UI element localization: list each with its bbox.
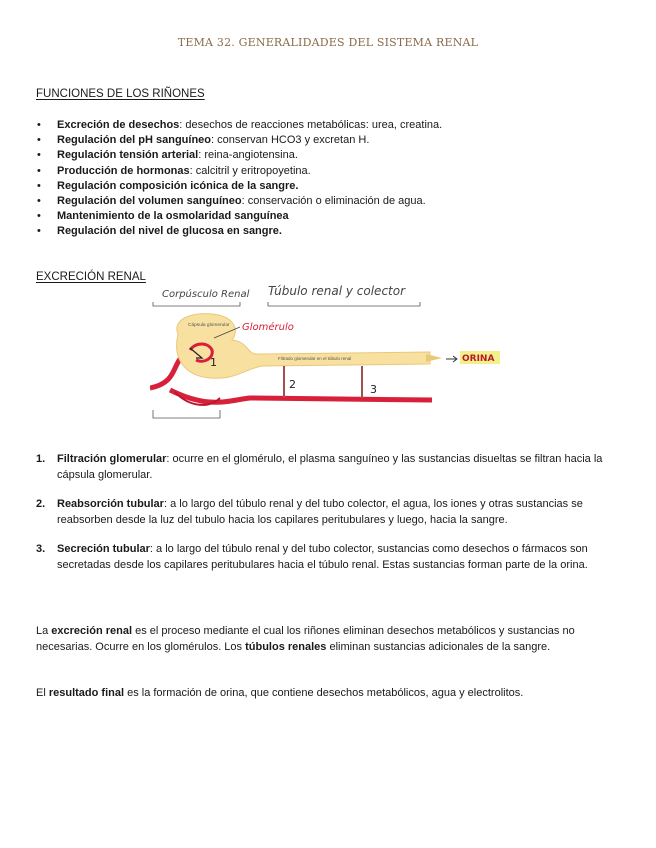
step1-number: 1	[210, 356, 217, 369]
peritubular-capillary	[170, 390, 432, 402]
step-bold: Reabsorción tubular	[57, 498, 164, 510]
item-bold: Regulación tensión arterial	[57, 149, 199, 162]
bold-text: túbulos renales	[245, 640, 327, 653]
step-text: : ocurre en el glomérulo, el plasma sanguíneo y las sustancias disueltas se filtran hacia la cápsula glomerular.	[57, 453, 603, 481]
item-text: : calcitril y eritropoyetina.	[189, 164, 311, 177]
bold-text: resultado final	[48, 687, 125, 699]
list-item	[36, 179, 616, 194]
nephron-diagram	[150, 280, 510, 430]
list-item	[36, 164, 616, 179]
text: es el proceso mediante el cual los riñones eliminan desechos metabólicos y sustancias no necesarias. Ocurre en los glomérulos. Los	[36, 625, 575, 653]
text: es la formación de orina, que contiene desechos metabólicos, agua y electrolitos.	[124, 687, 524, 699]
step-number: 1.	[36, 453, 46, 465]
list-item	[36, 497, 616, 528]
item-text: : conservación o eliminación de agua.	[241, 195, 426, 208]
item-bold: Regulación del nivel de glucosa en sangre.	[57, 225, 282, 238]
step-bold: Filtración glomerular	[57, 453, 167, 465]
item-bold: Regulación del pH sanguíneo	[57, 134, 212, 147]
bold-text: excreción renal	[51, 625, 133, 637]
step-text: : a lo largo del túbulo renal y del tubo colector, el agua, los iones y otras sustancias se reabsorben desde la luz del tubulo hacia los capilares peritubulares y luego, hacia la sangre.	[57, 498, 583, 526]
tubule-bracket	[268, 302, 420, 306]
list-item	[36, 224, 616, 239]
capsule-label: Cápsula glomerular	[188, 323, 230, 328]
step-number: 2.	[36, 498, 46, 510]
paragraph-resultado	[36, 686, 606, 702]
step3-number: 3	[370, 383, 377, 396]
tubule-end	[426, 354, 442, 362]
step2-number: 2	[289, 378, 296, 391]
item-text: : conservan HCO3 y excretan H.	[211, 134, 370, 147]
list-item	[36, 542, 616, 573]
item-bold: Regulación composición icónica de la sangre.	[57, 179, 299, 192]
section-heading-funciones: FUNCIONES DE LOS RIÑONES	[36, 88, 205, 100]
capsule-header-label: Corpúsculo Renal	[162, 289, 250, 300]
text: El	[36, 687, 49, 699]
excretion-steps	[36, 452, 616, 587]
list-item	[36, 194, 616, 209]
item-bold: Producción de hormonas	[57, 164, 190, 177]
bottom-bracket	[153, 410, 220, 418]
item-bold: Excreción de desechos	[57, 119, 180, 131]
page-title: TEMA 32. GENERALIDADES DEL SISTEMA RENAL	[177, 36, 479, 49]
tubule-header-label: Túbulo renal y colector	[268, 284, 406, 298]
list-item	[36, 209, 616, 224]
filtrate-label: Filtrado glomerular en el túbulo renal	[278, 356, 352, 361]
orina-label: ORINA	[462, 354, 495, 364]
item-text: : desechos de reacciones metabólicas: urea, creatina.	[179, 119, 443, 131]
section-heading-excrecion: EXCRECIÓN RENAL	[36, 271, 146, 283]
functions-list	[36, 118, 616, 240]
glomerulo-label: Glomérulo	[242, 322, 294, 333]
list-item	[36, 148, 616, 163]
item-bold: Regulación del volumen sanguíneo	[57, 195, 242, 208]
item-bold: Mantenimiento de la osmolaridad sanguínea	[57, 210, 289, 223]
capsule-bracket	[153, 302, 240, 306]
text: La	[36, 625, 52, 637]
list-item	[36, 133, 616, 148]
text: eliminan sustancias adicionales de la sangre.	[326, 640, 551, 653]
paragraph-excrecion	[36, 624, 606, 655]
step-bold: Secreción tubular	[57, 543, 150, 555]
list-item	[36, 452, 616, 483]
step-number: 3.	[36, 543, 46, 555]
step-text: : a lo largo del túbulo renal y del tubo colector, sustancias como desechos o fármacos son secretadas desde los capilares peritubulares hacia el túbulo renal. Estas sustancias forman parte de la orina.	[57, 543, 588, 571]
item-text: : reina-angiotensina.	[198, 149, 298, 162]
list-item	[36, 118, 616, 133]
